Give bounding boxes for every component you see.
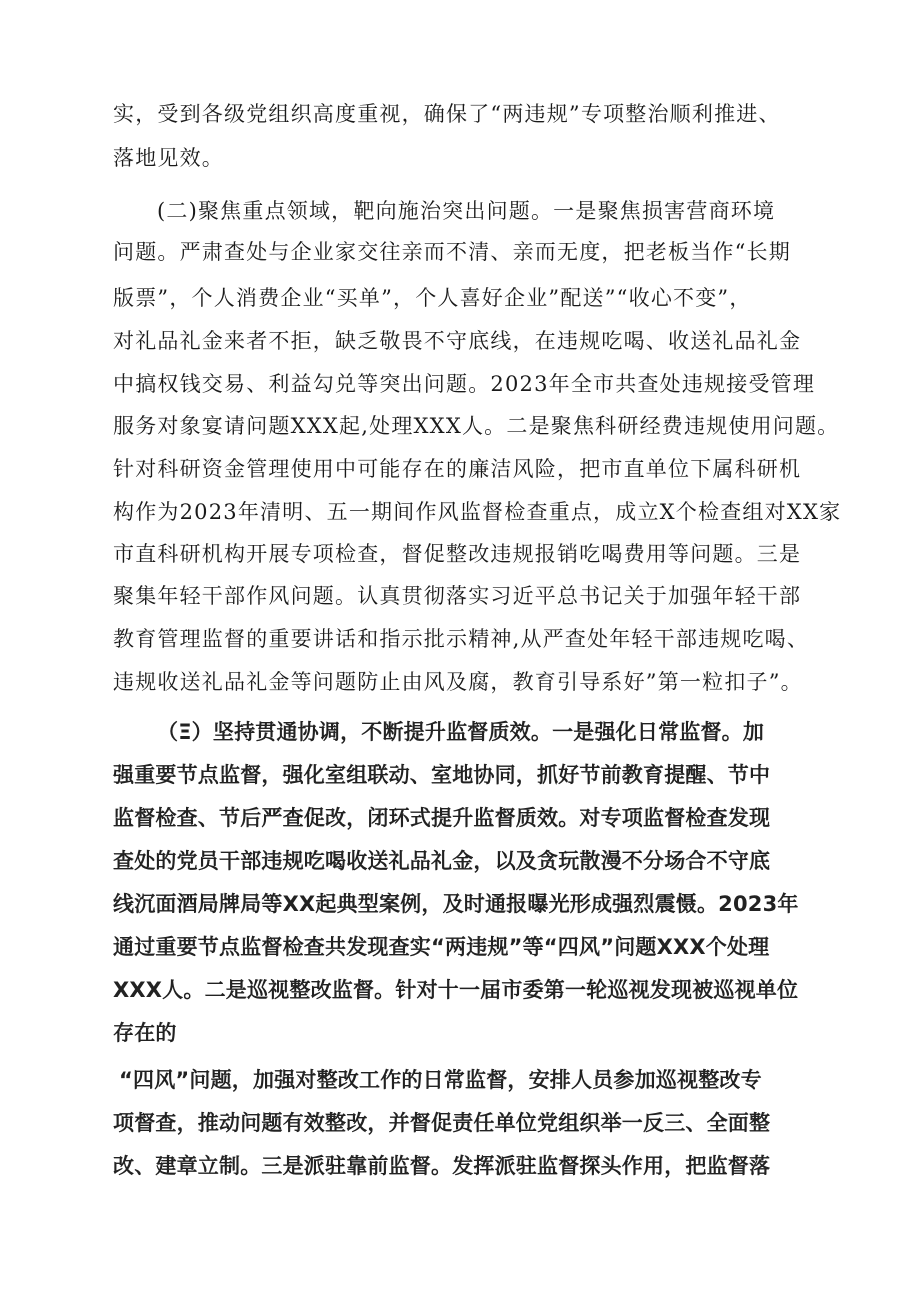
text-line: 问题。严肃查处与企业家交往亲而不清、亲而无度，把老板当作“长期 [113, 240, 791, 264]
text-line: 中搞权钱交易、利益勾兑等突出问题。2023年全市共查处违规接受管理 [113, 372, 816, 396]
text-line: 实，受到各级党组织高度重视，确保了“两违规”专项整治顺利推进、 [113, 102, 781, 126]
text-line: 监督检查、节后严查促改，闭环式提升监督质效。对专项监督检查发现 [113, 806, 771, 830]
section-heading-line: (二)聚焦重点领域，靶向施治突出问题。一是聚焦损害营商环境 [157, 199, 776, 223]
text-line: 违规收送礼品礼金等问题防止由风及腐，教育引导系好”第一粒扣子”。 [113, 670, 803, 694]
text-line: 针对科研资金管理使用中可能存在的廉洁风险，把市直单位下属科研机 [113, 457, 802, 481]
text-line: 对礼品礼金来者不拒，缺乏敬畏不守底线，在违规吃喝、收送礼品礼金 [113, 329, 802, 353]
text-line: 线沉面酒局牌局等XX起典型案例，及时通报曝光形成强烈震慑。2023年 [113, 892, 799, 916]
text-line: 强重要节点监督，强化室组联动、室地协同，抓好节前教育提醒、节中 [113, 763, 771, 787]
section-heading-line: （Ξ）坚持贯通协调，不断提升监督质效。一是强化日常监督。加 [157, 720, 765, 744]
text-line: 教育管理监督的重要讲话和指示批示精神,从严查处年轻干部违规吃喝、 [113, 627, 810, 651]
text-line: 聚集年轻干部作风问题。认真贯彻落实习近平总书记关于加强年轻干部 [113, 584, 802, 608]
text-line: 服务对象宴请问题XXX起,处理XXX人。二是聚焦科研经费违规使用问题。 [113, 414, 840, 438]
text-line: 通过重要节点监督检查共发现查实“两违规”等“四风”问题XXX个处理 [113, 935, 770, 959]
text-line: 构作为2023年清明、五一期间作风监督检查重点，成立X个检查组对XX家 [113, 500, 842, 524]
text-line: 市直科研机构开展专项检查，督促整改违规报销吃喝费用等问题。三是 [113, 542, 802, 566]
text-line: 落地见效。 [113, 146, 224, 170]
text-line: 改、建章立制。三是派驻靠前监督。发挥派驻监督探头作用，把监督落 [113, 1154, 771, 1178]
text-line: 版票”，个人消费企业“买单”，个人喜好企业”配送”“收心不变”， [113, 286, 752, 310]
text-line: 查处的党员干部违规吃喝收送礼品礼金，以及贪玩散漫不分场合不守底 [113, 849, 771, 873]
text-line: XXX人。二是巡视整改监督。针对十一届市委第一轮巡视发现被巡视单位 [113, 978, 799, 1002]
text-line: “四风”问题，加强对整改工作的日常监督，安排人员参加巡视整改专 [119, 1068, 762, 1092]
text-line: 项督查，推动问题有效整改，并督促责任单位党组织举一反三、全面整 [113, 1111, 771, 1135]
text-line: 存在的 [113, 1021, 177, 1045]
